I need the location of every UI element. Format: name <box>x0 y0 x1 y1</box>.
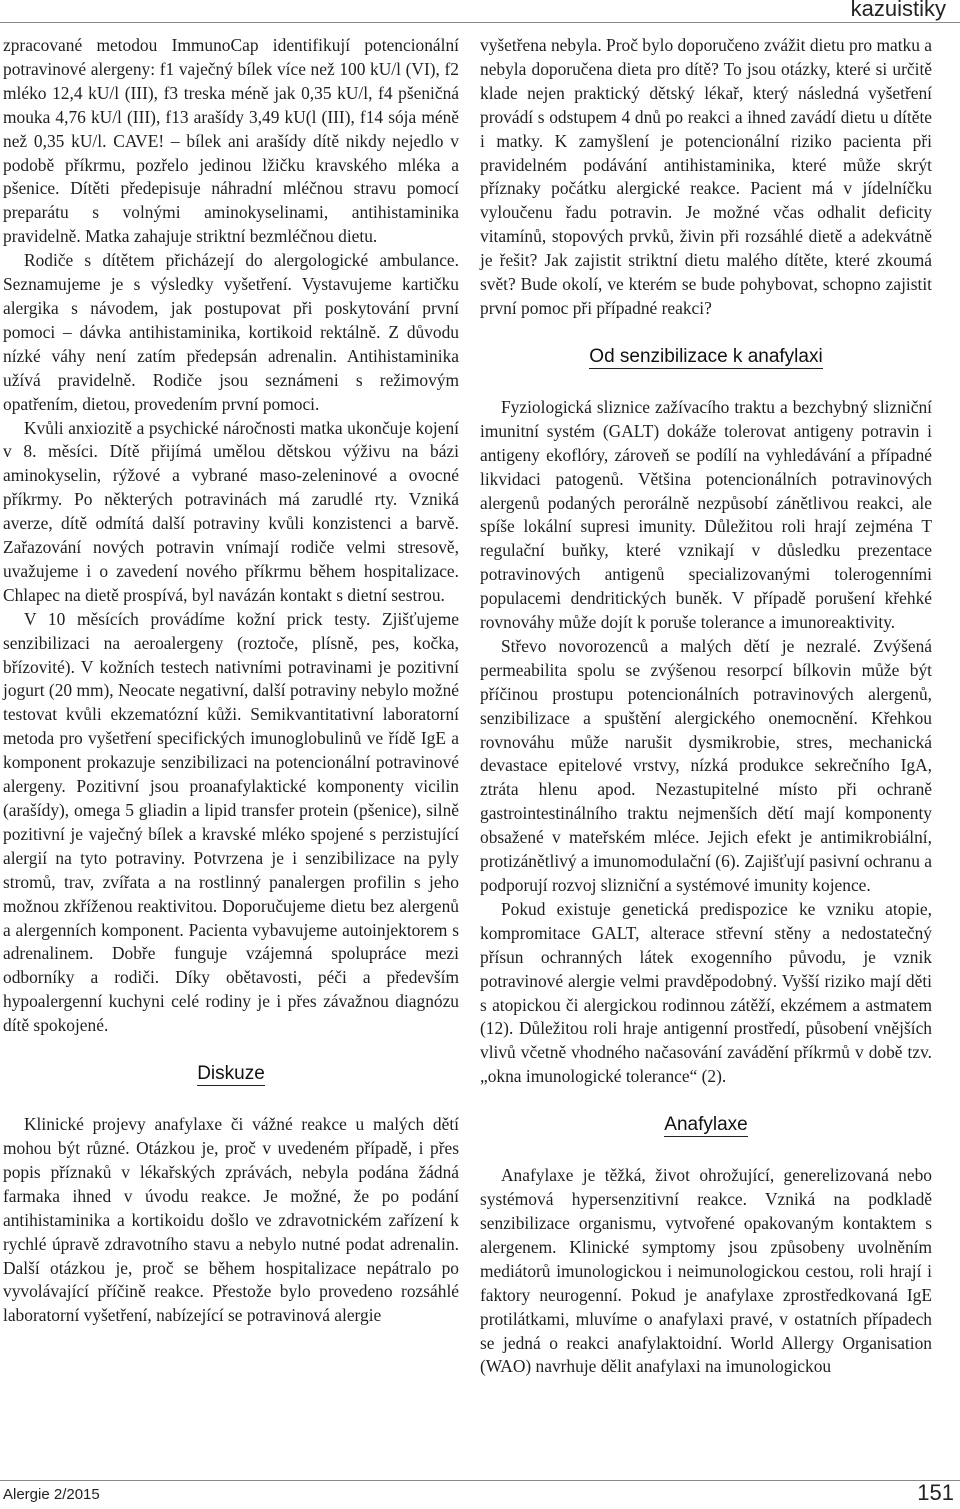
paragraph: Fyziologická sliznice zažívacího traktu a bezchybný slizniční imunitní systém (GALT) dokáže tolerovat antigeny potravin i antigeny ekoflóry, zároveň se podílí na vyhledávání a případné likvidaci patogenů. Většina potencionálních potravinových alergenů podaných perorálně nezpůsobí zánětlivou reakci, ale spíše lokální supresi imunity. Důležitou roli hrají zejména T regulační buňky, které vznikají v důsledku prezentace potravinových antigenů specializovanými tolerogenními populacemi dendritických buněk. V případě porušení křehké rovnováhy může dojít k poruše tolerance a imunoreaktivity. <box>480 396 932 633</box>
heading-diskuze: Diskuze <box>197 1063 265 1085</box>
paragraph: Střevo novorozenců a malých dětí je nezralé. Zvýšená permeabilita spolu se zvýšenou resorpcí bílkovin může být příčinou prostupu potencionálních potravinových alergenů, senzibilizace a spuštění alergického onemocnění. Křehkou rovnováhu může narušit dysmikrobie, stres, mechanická devastace epitelové vrstvy, nízká produkce sekrečního IgA, ztráta hlenu apod. Nezastupitelné místo při ochraně gastrointestinálního traktu nejmenších dětí mají komponenty obsažené v mateřském mléce. Jejich efekt je antimikrobiální, protizánětlivý a imunomodulační (6). Zajišťují pasivní ochranu a podporují rozvoj slizniční a systémové imunity kojence. <box>480 635 932 895</box>
header-rule <box>0 22 960 23</box>
section-heading <box>3 1062 459 1086</box>
section-label: kazuistiky <box>850 0 946 21</box>
paragraph: vyšetřena nebyla. Proč bylo doporučeno zvážit dietu pro matku a nebyla doporučena dieta pro dítě? To jsou otázky, které si určitě klade nejen praktický dětský lékař, který následná vyšetření provádí s odstupem 4 dnů po reakci a ihned zavádí dietu u dítěte i matky. K zamyšlení je potencionální riziko pacienta při pravidelném podávání antihistaminika, které může skrýt příznaky počátku alergické reakce. Pacient má v jídelníčku vyloučenu řadu potravin. Je možné včas odhalit deficity vitamínů, stopových prvků, živin při rozsáhlé dietě a adekvátně je řešit? Jak zajistit striktní dietu malého dítěte, které zkoumá svět? Bude okolí, ve kterém se bude pohybovat, schopno zajistit první pomoc při případné reakci? <box>480 35 933 318</box>
paragraph: Pokud existuje genetická predispozice ke vzniku atopie, kompromitace GALT, alterace střevní stěny a nedostatečný přísun ochranných látek exogenního původu, je vznik potravinové alergie velmi pravděpodobný. Vyšší riziko mají děti s atopickou či alergickou rodinnou zátěží, ekzémem a astmatem (12). Důležitou roli hraje antigenní prostředí, působení vnějších vlivů včetně vhodného načasování zavádění příkrmů v době tzv. „okna imunologické tolerance“ (2). <box>480 898 932 1087</box>
section-heading <box>480 345 932 369</box>
paragraph: Rodiče s dítětem přicházejí do alergologické ambulance. Seznamujeme je s výsledky vyšetření. Vystavujeme kartičku alergika s návodem, jak postupovat při poskytování první pomoci – dávka antihistaminika, kortikoid rektálně. Z důvodu nízké váhy není zatím předepsán adrenalin. Antihistaminika užívá pravidelně. Rodiče jsou seznámeni s režimovým opatřením, dietou, provedením první pomoci. <box>3 250 459 414</box>
journal-name: Alergie 2/2015 <box>3 1486 100 1503</box>
paragraph: Klinické projevy anafylaxe či vážné reakce u malých dětí mohou být různé. Otázkou je, proč v uvedeném případě, i přes popis příznaků v lékařských zprávách, nebyla podána žádná farmaka ihned v úvodu reakce. Je možné, že po podání antihistaminika a kortikoidu došlo ve zdravotnickém zařízení k rychlé úpravě zdravotního stavu a nebylo nutné podat adrenalin. Další otázkou je, proč se během hospitalizace nepátralo po vyvolávající příčině reakce. Přestože bylo provedeno rozsáhlé laboratorní vyšetření, nabízející se potravinová alergie <box>3 1114 459 1326</box>
heading-senzibilizace: Od senzibilizace k anafylaxi <box>589 345 823 367</box>
paragraph: V 10 měsících provádíme kožní prick testy. Zjišťujeme senzibilizaci na aeroalergeny (roztoče, plísně, pes, kočka, břízovité). V kožních testech nativními potravinami je pozitivní jogurt (20 mm), Neocate negativní, další potraviny nebylo možné testovat kvůli ekzematózní kůži. Semikvantitativní laboratorní metoda pro vyšetření specifických imunoglobulinů ve řídě IgE a komponent prokazuje senzibilizaci na potencionální potravinové alergeny. Pozitivní jsou proanafylaktické komponenty vicilin (arašídy), omega 5 gliadin a lipid transfer protein (pšenice), silně pozitivní je vaječný bílek a kravské mléko spojené s perzistující alergií na tyto potraviny. Potvrzena je i senzibilizace na pyly stromů, trav, zvířata a na rostlinný panalergen profilin s jeho možnou zkříženou reaktivitou. Doporučujeme dietu bez alergenů a alergenních komponent. Pacienta vybavujeme autoinjektorem s adrenalinem. Dobře funguje vzájemná spolupráce mezi odborníky a rodiči. Díky obětavosti, péči a především hypoalergenní kuchyni celé rodiny je i přes závažnou diagnózu dítě spokojené. <box>3 608 459 1036</box>
page-number: 151 <box>917 1480 954 1505</box>
paragraph: Kvůli anxiozitě a psychické náročnosti matka ukončuje kojení v 8. měsíci. Dítě přijímá umělou dětskou výživu na bázi aminokyselin, rýžové a vybrané maso-zeleninové a ovocné příkrmy. Po některých potravinách má zarudlé rty. Vzniká averze, dítě odmítá další potraviny kvůli konzistenci a barvě. Zařazování nových potravin vnímají rodiče velmi stresově, uvažujeme i o zavedení nového příkrmu během hospitalizace. Chlapec na dietě prospívá, byl navázán kontakt s dietní sestrou. <box>3 417 459 605</box>
heading-anafylaxe: Anafylaxe <box>664 1114 748 1136</box>
right-column <box>480 34 932 1379</box>
left-column <box>3 34 459 1328</box>
paragraph: Anafylaxe je těžká, život ohrožující, generelizovaná nebo systémová hypersenzitivní reakce. Vzniká na podkladě senzibilizace organismu, vytvořené opakovaným kontaktem s alergenem. Klinické symptomy jsou způsobeny uvolněním mediátorů imunologickou i neimunologickou cestou, roli hrají i faktory neurogenní. Pokud je anafylaxe zprostředkovaná IgE protilátkami, mluvíme o anafylaxi pravé, v ostatních případech se jedná o reakci anafylaktoidní. World Allergy Organisation (WAO) navrhuje dělit anafylaxi na imunologickou <box>480 1165 932 1377</box>
section-heading <box>480 1113 932 1137</box>
paragraph: zpracované metodou ImmunoCap identifikují potencionální potravinové alergeny: f1 vaječný bílek více než 100 kU/l (VI), f2 mléko 12,4 kU/l (III), f3 treska méně jak 0,35 kU/l, f4 pšeničná mouka 4,76 kU/l (III), f13 arašídy 3,49 kU(l (III), f14 sója méně než 0,35 kU/l. CAVE! – bílek ani arašídy dítě nikdy nejedlo v podobě příkrmu, pozřelo jedinou lžičku kravského mléka a pšenice. Dítěti předepisuje náhradní mléčnou stravu pomocí preparátu s volnými aminokyselinami, antihistaminika pravidelně. Matka zahajuje striktní bezmléčnou dietu. <box>3 35 459 247</box>
footer-rule <box>0 1480 960 1481</box>
